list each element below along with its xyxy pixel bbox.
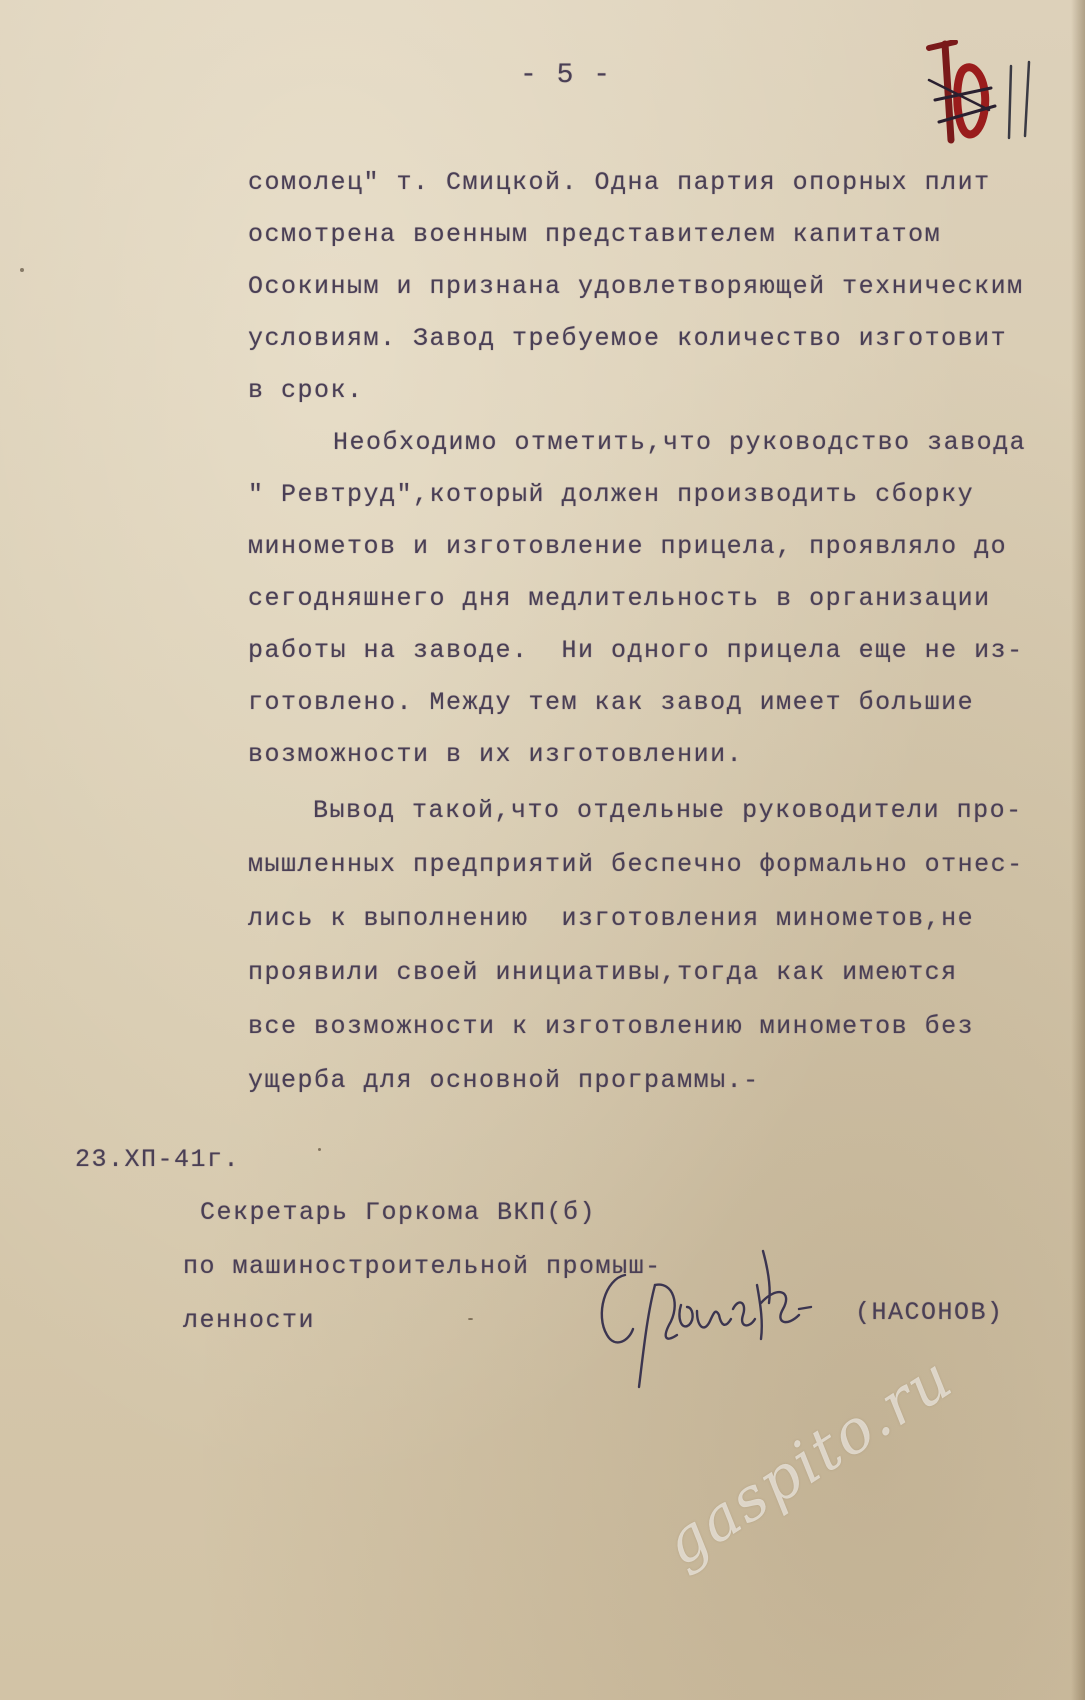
body-line-16: проявили своей инициативы,тогда как имеются (248, 958, 958, 987)
signer-title-line-3: ленности (183, 1306, 316, 1335)
body-line-13: Вывод такой,что отдельные руководители про- (313, 796, 1023, 825)
body-line-9: сегодняшнего дня медлительность в организации (248, 584, 991, 613)
body-line-11: готовлено. Между тем как завод имеет большие (248, 688, 975, 717)
handwritten-signature (585, 1245, 855, 1395)
body-line-2: осмотрена военным представителем капитатом (248, 220, 942, 249)
body-line-10: работы на заводе. Ни одного прицела еще не из- (248, 636, 1024, 665)
body-line-7: " Ревтруд",который должен производить сборку (248, 480, 975, 509)
paper-speck (318, 1148, 321, 1151)
body-line-8: минометов и изготовление прицела, проявляло до (248, 532, 1008, 561)
signer-title-line-2: по машиностроительной промыш- (183, 1252, 662, 1281)
archive-sheet-number-mark (925, 40, 1045, 150)
paper-speck (468, 1318, 473, 1320)
body-line-6: Необходимо отметить,что руководство завода (333, 428, 1027, 457)
page-edge-shadow (1071, 0, 1085, 1700)
body-line-12: возможности в их изготовлении. (248, 740, 744, 769)
body-line-3: Осокиным и признана удовлетворяющей техническим (248, 272, 1024, 301)
body-line-17: все возможности к изготовлению минометов без (248, 1012, 975, 1041)
body-line-15: лись к выполнению изготовления минометов,не (248, 904, 975, 933)
body-line-5: в срок. (248, 376, 364, 405)
body-line-4: условиям. Завод требуемое количество изготовит (248, 324, 1008, 353)
site-watermark: gaspito.ru (651, 1342, 966, 1580)
body-line-14: мышленных предприятий беспечно формально отнес- (248, 850, 1024, 879)
signer-name: (НАСОНОВ) (855, 1298, 1004, 1327)
page-number: - 5 - (520, 60, 612, 91)
paper-speck (20, 268, 24, 272)
document-date: 23.ХП-41г. (75, 1145, 241, 1174)
body-line-1: сомолец" т. Смицкой. Одна партия опорных плит (248, 168, 991, 197)
signer-title-line-1: Секретарь Горкома ВКП(б) (200, 1198, 597, 1227)
body-line-18: ущерба для основной программы.- (248, 1066, 760, 1095)
